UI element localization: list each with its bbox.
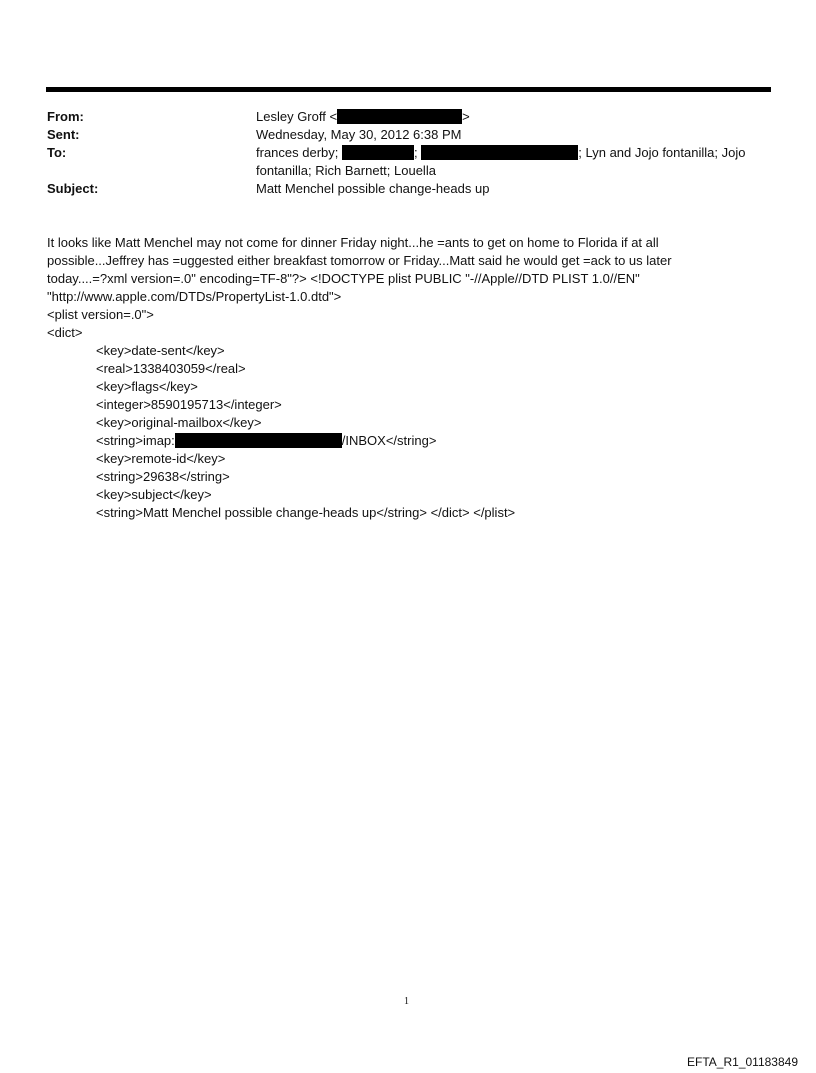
from-close: > xyxy=(462,109,470,124)
redaction-block xyxy=(337,109,462,124)
redaction-block xyxy=(421,145,578,160)
from-value xyxy=(256,108,470,125)
body-line-6: <dict> xyxy=(47,325,83,340)
body-line-2: possible...Jeffrey has =uggested either breakfast tomorrow or Friday...Matt said he would get =ack to us later xyxy=(47,253,672,268)
page-number: 1 xyxy=(404,996,409,1007)
plist-line-1: <key>date-sent</key> xyxy=(96,343,225,358)
redaction-block xyxy=(175,433,342,448)
subject-label: Subject: xyxy=(47,181,99,196)
body-line-5: <plist version=.0"> xyxy=(47,307,154,322)
redaction-block xyxy=(342,145,414,160)
header-rule xyxy=(46,87,771,92)
body-line-1: It looks like Matt Menchel may not come for dinner Friday night...he =ants to get on home to Florida if at all xyxy=(47,235,659,250)
plist-line-6 xyxy=(96,432,436,450)
plist-line-8: <string>29638</string> xyxy=(96,469,230,484)
document-id: EFTA_R1_01183849 xyxy=(687,1055,798,1069)
body-line-4: "http://www.apple.com/DTDs/PropertyList-1.0.dtd"> xyxy=(47,289,342,304)
to-value-line2: fontanilla; Rich Barnett; Louella xyxy=(256,163,436,178)
plist-line-4: <integer>8590195713</integer> xyxy=(96,397,282,412)
plist-imap-suffix: /INBOX</string> xyxy=(341,433,437,448)
plist-imap-prefix: <string>imap: xyxy=(96,433,175,448)
sent-value: Wednesday, May 30, 2012 6:38 PM xyxy=(256,127,462,142)
body-line-3: today....=?xml version=.0" encoding=TF-8"?> <!DOCTYPE plist PUBLIC "-//Apple//DTD PLIST 1.0//EN" xyxy=(47,271,640,286)
from-label: From: xyxy=(47,109,84,124)
sent-label: Sent: xyxy=(47,127,80,142)
plist-line-3: <key>flags</key> xyxy=(96,379,198,394)
to-label: To: xyxy=(47,145,67,160)
plist-line-5: <key>original-mailbox</key> xyxy=(96,415,262,430)
plist-line-9: <key>subject</key> xyxy=(96,487,212,502)
subject-value: Matt Menchel possible change-heads up xyxy=(256,181,490,196)
to-recipient-1: frances derby; xyxy=(256,145,339,160)
from-name: Lesley Groff < xyxy=(256,109,338,124)
plist-line-10: <string>Matt Menchel possible change-heads up</string> </dict> </plist> xyxy=(96,505,516,520)
to-value xyxy=(256,144,745,161)
plist-line-7: <key>remote-id</key> xyxy=(96,451,226,466)
to-recipient-rest: ; Lyn and Jojo fontanilla; Jojo xyxy=(578,145,746,160)
to-separator: ; xyxy=(414,145,418,160)
plist-line-2: <real>1338403059</real> xyxy=(96,361,246,376)
